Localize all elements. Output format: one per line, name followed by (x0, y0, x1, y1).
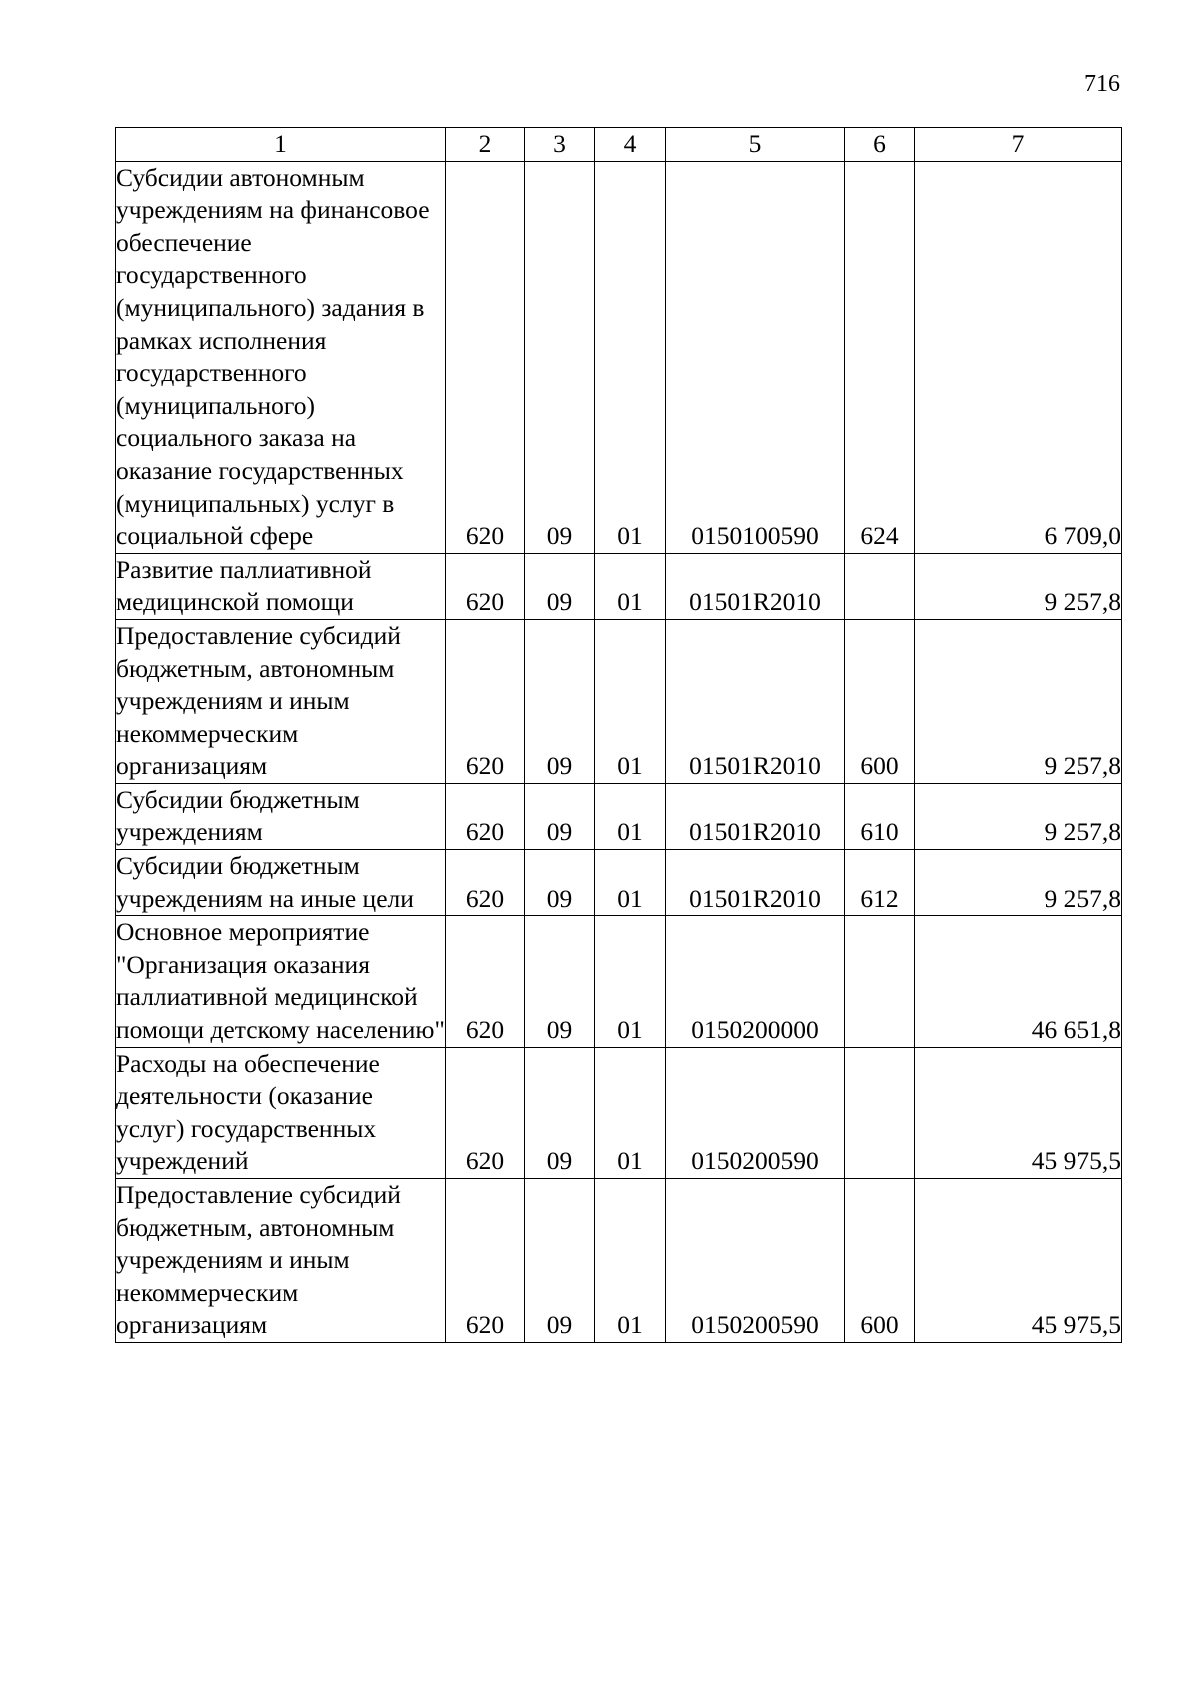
column-header: 7 (915, 128, 1122, 162)
amount-cell: 6 709,0 (915, 161, 1122, 553)
header-row (116, 128, 1122, 162)
subsection-code-cell: 01 (595, 1047, 666, 1178)
target-article-cell: 0150200000 (666, 916, 845, 1047)
table-row (116, 619, 1122, 783)
subsection-code-cell: 01 (595, 916, 666, 1047)
expense-type-cell (845, 553, 915, 619)
section-code-cell: 09 (525, 619, 595, 783)
table-row (116, 850, 1122, 916)
subsection-code-cell: 01 (595, 850, 666, 916)
expense-type-cell: 610 (845, 783, 915, 849)
ministry-code-cell: 620 (446, 619, 525, 783)
ministry-code-cell: 620 (446, 553, 525, 619)
target-article-cell: 01501R2010 (666, 619, 845, 783)
table-row (116, 553, 1122, 619)
section-code-cell: 09 (525, 916, 595, 1047)
ministry-code-cell: 620 (446, 1179, 525, 1343)
target-article-cell: 0150200590 (666, 1179, 845, 1343)
amount-cell: 9 257,8 (915, 850, 1122, 916)
target-article-cell: 01501R2010 (666, 553, 845, 619)
amount-cell: 9 257,8 (915, 553, 1122, 619)
ministry-code-cell: 620 (446, 783, 525, 849)
expense-name-cell: Предоставление субсидий бюджетным, автономным учреждениям и иным некоммерческим организациям (116, 619, 446, 783)
column-header: 2 (446, 128, 525, 162)
ministry-code-cell: 620 (446, 161, 525, 553)
page-number: 716 (1084, 71, 1120, 97)
subsection-code-cell: 01 (595, 161, 666, 553)
column-header: 6 (845, 128, 915, 162)
expense-name-cell: Субсидии бюджетным учреждениям (116, 783, 446, 849)
column-header: 5 (666, 128, 845, 162)
expense-name-cell: Субсидии бюджетным учреждениям на иные цели (116, 850, 446, 916)
ministry-code-cell: 620 (446, 916, 525, 1047)
subsection-code-cell: 01 (595, 619, 666, 783)
section-code-cell: 09 (525, 553, 595, 619)
expense-name-cell: Расходы на обеспечение деятельности (оказание услуг) государственных учреждений (116, 1047, 446, 1178)
target-article-cell: 0150200590 (666, 1047, 845, 1178)
section-code-cell: 09 (525, 161, 595, 553)
column-header: 3 (525, 128, 595, 162)
amount-cell: 45 975,5 (915, 1179, 1122, 1343)
section-code-cell: 09 (525, 1179, 595, 1343)
expense-type-cell: 600 (845, 619, 915, 783)
expense-type-cell: 624 (845, 161, 915, 553)
amount-cell: 45 975,5 (915, 1047, 1122, 1178)
table-row (116, 916, 1122, 1047)
subsection-code-cell: 01 (595, 783, 666, 849)
expense-type-cell: 612 (845, 850, 915, 916)
subsection-code-cell: 01 (595, 553, 666, 619)
table-row (116, 1179, 1122, 1343)
expense-type-cell (845, 1047, 915, 1178)
column-header: 4 (595, 128, 666, 162)
expense-type-cell: 600 (845, 1179, 915, 1343)
ministry-code-cell: 620 (446, 850, 525, 916)
expense-type-cell (845, 916, 915, 1047)
amount-cell: 9 257,8 (915, 619, 1122, 783)
budget-table (115, 127, 1122, 1343)
subsection-code-cell: 01 (595, 1179, 666, 1343)
amount-cell: 46 651,8 (915, 916, 1122, 1047)
expense-name-cell: Основное мероприятие "Организация оказания паллиативной медицинской помощи детскому населению" (116, 916, 446, 1047)
section-code-cell: 09 (525, 850, 595, 916)
target-article-cell: 01501R2010 (666, 850, 845, 916)
amount-cell: 9 257,8 (915, 783, 1122, 849)
table-row (116, 161, 1122, 553)
section-code-cell: 09 (525, 783, 595, 849)
target-article-cell: 01501R2010 (666, 783, 845, 849)
expense-name-cell: Предоставление субсидий бюджетным, автономным учреждениям и иным некоммерческим организациям (116, 1179, 446, 1343)
expense-name-cell: Развитие паллиативной медицинской помощи (116, 553, 446, 619)
section-code-cell: 09 (525, 1047, 595, 1178)
table-row (116, 783, 1122, 849)
table-row (116, 1047, 1122, 1178)
target-article-cell: 0150100590 (666, 161, 845, 553)
expense-name-cell: Субсидии автономным учреждениям на финансовое обеспечение государственного (муниципального) задания в рамках исполнения государственного (муниципального) социального заказа на оказание государственных (муниципальных) услуг в социальной сфере (116, 161, 446, 553)
column-header: 1 (116, 128, 446, 162)
ministry-code-cell: 620 (446, 1047, 525, 1178)
